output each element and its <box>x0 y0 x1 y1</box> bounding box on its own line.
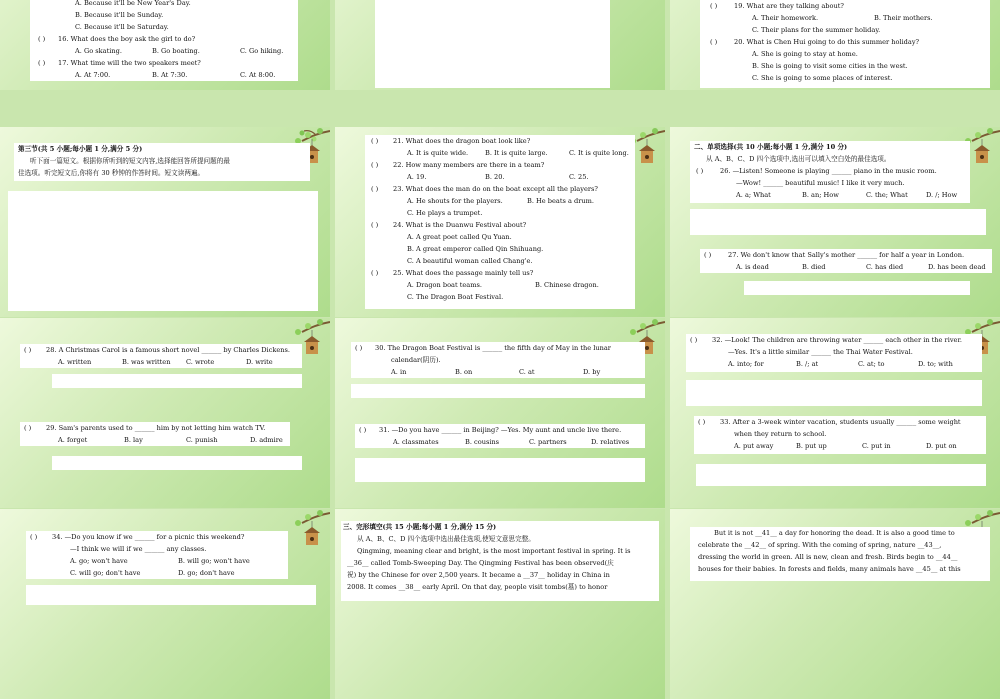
question-panel <box>20 344 302 368</box>
question-panel <box>26 531 288 579</box>
options-28: A. written B. was written C. wrote D. write <box>58 358 273 366</box>
options-34: C. will go; don't have D. go; don't have <box>70 569 235 577</box>
question-panel <box>694 416 986 454</box>
list-item: C. He plays a trumpet. <box>407 209 483 217</box>
slide-4 <box>0 127 330 317</box>
answer-blank <box>375 0 610 88</box>
options-19: A. Their homework. B. Their mothers. <box>752 14 933 22</box>
list-item: A. A great poet called Qu Yuan. <box>407 233 512 241</box>
cloze-panel <box>341 521 659 601</box>
cloze-panel <box>690 527 990 581</box>
question-panel <box>365 135 635 309</box>
question-27: ( ) 27. We don't know that Sally's mother ______ for half a year in London. <box>704 251 965 259</box>
question-34: ( ) 34. —Do you know if we ______ for a picnic this weekend? <box>30 533 245 541</box>
question-panel <box>355 424 645 448</box>
question-21: ( ) 21. What does the dragon boat look like? <box>371 137 531 145</box>
question-panel <box>351 342 645 378</box>
options-31: A. classmates B. cousins C. partners D. relatives <box>393 438 630 446</box>
question-28: ( ) 28. A Christmas Carol is a famous short novel ______ by Charles Dickens. <box>24 346 290 354</box>
question-31: ( ) 31. —Do you have ______ in Beijing? —Yes. My aunt and uncle live there. <box>359 426 622 434</box>
options-32: A. into; for B. /; at C. at; to D. to; with <box>728 360 953 368</box>
options-29: A. forget B. lay C. punish D. admire <box>58 436 283 444</box>
answer-blank <box>52 374 302 388</box>
instruction-text: 从 A、B、C、D 四个选项中,选出可以填入空白处的最佳选项。 <box>706 155 891 163</box>
tree-birdhouse-icon <box>286 509 330 555</box>
answer-blank <box>8 191 318 311</box>
list-item: —Yes. It's a little similar ______ the Thai Water Festival. <box>728 348 913 356</box>
list-item: —I think we will if we ______ any classes. <box>70 545 207 553</box>
slide-10 <box>0 509 330 699</box>
question-panel <box>700 249 992 273</box>
answer-blank <box>52 456 302 470</box>
list-item: A. She is going to stay at home. <box>752 50 858 58</box>
options-17: A. At 7:00. B. At 7:30. C. At 8:00. <box>75 71 276 79</box>
question-24: ( ) 24. What is the Duanwu Festival about? <box>371 221 527 229</box>
options-23: A. He shouts for the players. B. He beats a drum. <box>407 197 594 205</box>
question-panel <box>700 0 990 88</box>
answer-blank <box>696 464 986 486</box>
list-item: C. Their plans for the summer holiday. <box>752 26 881 34</box>
slide-3 <box>670 0 1000 90</box>
options-27: A. is dead B. died C. has died D. has been dead <box>736 263 986 271</box>
question-20: ( ) 20. What is Chen Hui going to do this summer holiday? <box>710 38 920 46</box>
passage-line: 2008. It comes __38__ early April. On that day, people visit tombs(墓) to honor <box>347 583 608 591</box>
question-26: ( ) 26. —Listen! Someone is playing ______ piano in the music room. <box>696 167 937 175</box>
section-heading: 二、单项选择(共 10 小题;每小题 1 分,满分 10 分) <box>694 143 848 151</box>
list-item: C. Because it'll be Saturday. <box>75 23 169 31</box>
instruction-text: 从 A、B、C、D 四个选项中选出最佳选项,使短文意思完整。 <box>357 535 535 543</box>
answer-blank <box>355 458 645 482</box>
slide-7 <box>0 318 330 508</box>
slide-6 <box>670 127 1000 317</box>
section-heading: 三、完形填空(共 15 小题;每小题 1 分,满分 15 分) <box>343 523 497 531</box>
answer-blank <box>744 281 970 295</box>
question-23: ( ) 23. What does the man do on the boat except all the players? <box>371 185 598 193</box>
list-item: —Wow! ______ beautiful music! I like it very much. <box>736 179 905 187</box>
options-26: A. a; What B. an; How C. the; What D. /; How <box>736 191 958 199</box>
question-22: ( ) 22. How many members are there in a team? <box>371 161 545 169</box>
slide-5 <box>335 127 665 317</box>
question-33: ( ) 33. After a 3-week winter vacation, students usually ______ some weight <box>698 418 961 426</box>
list-item: C. She is going to some places of interest. <box>752 74 893 82</box>
answer-blank <box>26 585 316 605</box>
question-panel <box>20 422 290 446</box>
list-item: C. A beautiful woman called Chang'e. <box>407 257 533 265</box>
slide-12 <box>670 509 1000 699</box>
slide-1 <box>0 0 330 90</box>
passage-line: But it is not __41__ a day for honoring the dead. It is also a good time to <box>714 529 955 537</box>
options-30: A. in B. on C. at D. by <box>391 368 601 376</box>
section-heading: 第三节(共 5 小题;每小题 1 分,满分 5 分) <box>18 145 143 153</box>
passage-line: Qingming, meaning clear and bright, is the most important festival in spring. It is <box>357 547 631 555</box>
question-16: ( ) 16. What does the boy ask the girl to do? <box>38 35 196 43</box>
answer-blank <box>351 384 645 398</box>
slide-8 <box>335 318 665 508</box>
list-item: B. Because it'll be Sunday. <box>75 11 164 19</box>
instruction-text: 佳选项。听完短文后,你将有 30 秒钟的作答时间。短文读两遍。 <box>18 169 205 177</box>
question-32: ( ) 32. —Look! The children are throwing water ______ each other in the river. <box>690 336 962 344</box>
question-17: ( ) 17. What time will the two speakers meet? <box>38 59 201 67</box>
options-21: A. It is quite wide. B. It is quite large. C. It is quite long. <box>407 149 629 157</box>
list-item: when they return to school. <box>734 430 827 438</box>
list-item: A. Because it'll be New Year's Day. <box>75 0 191 7</box>
options-33: A. put away B. put up C. put in D. put on <box>734 442 957 450</box>
answer-blank <box>690 209 986 235</box>
list-item: calendar(阴历). <box>391 356 441 364</box>
list-item: C. The Dragon Boat Festival. <box>407 293 504 301</box>
question-panel <box>30 0 298 81</box>
instruction-text: 听下面一篇短文。根据你所听到的短文内容,选择能回答所提问题的最 <box>30 157 230 165</box>
options-25: A. Dragon boat teams. B. Chinese dragon. <box>407 281 599 289</box>
question-25: ( ) 25. What does the passage mainly tell us? <box>371 269 534 277</box>
question-19: ( ) 19. What are they talking about? <box>710 2 844 10</box>
list-item: B. A great emperor called Qin Shihuang. <box>407 245 544 253</box>
question-panel <box>686 334 982 372</box>
options-16: A. Go skating. B. Go boating. C. Go hiking. <box>75 47 284 55</box>
list-item: B. She is going to visit some cities in the west. <box>752 62 908 70</box>
question-30: ( ) 30. The Dragon Boat Festival is ______ the fifth day of May in the lunar <box>355 344 611 352</box>
options-22: A. 19. B. 20. C. 25. <box>407 173 589 181</box>
options-34: A. go; won't have B. will go; won't have <box>70 557 250 565</box>
question-29: ( ) 29. Sam's parents used to ______ him by not letting him watch TV. <box>24 424 266 432</box>
passage-line: dressing the world in green. All is new, clean and fresh. Birds begin to __44__ <box>698 553 958 561</box>
passage-line: 祝) by the Chinese for over 2,500 years. It became a __37__ holiday in China in <box>347 571 610 579</box>
answer-blank <box>686 380 982 406</box>
passage-line: houses for their babies. In forests and fields, many animals have __45__ at this <box>698 565 961 573</box>
passage-line: celebrate the __42__ of spring. With the coming of spring, nature __43__, <box>698 541 942 549</box>
passage-line: __36__ called Tomb-Sweeping Day. The Qingming Festival has been observed(庆 <box>347 559 614 567</box>
slide-9 <box>670 318 1000 508</box>
section-intro-panel <box>14 143 310 181</box>
question-panel <box>690 141 970 203</box>
slide-2 <box>335 0 665 90</box>
slide-11 <box>335 509 665 699</box>
